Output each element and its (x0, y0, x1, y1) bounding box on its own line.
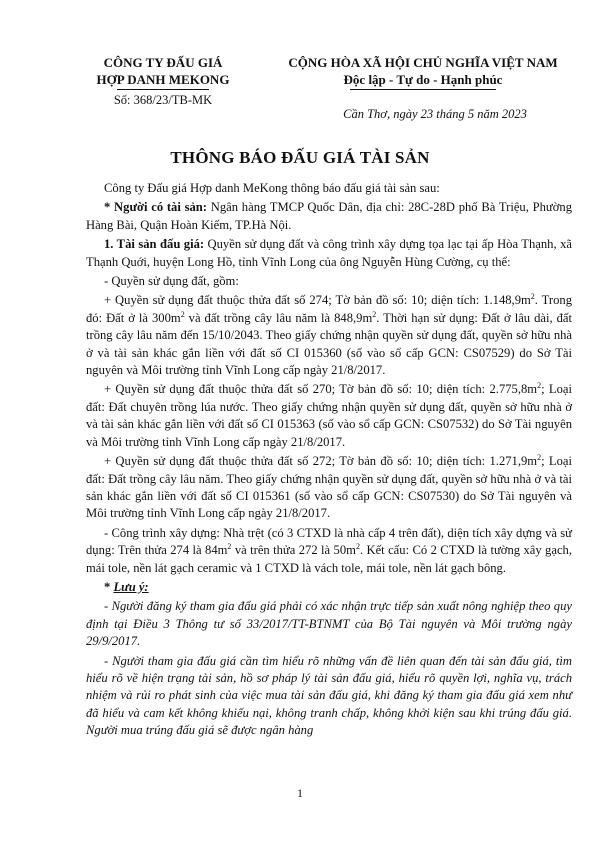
company-underline (117, 89, 209, 90)
parcel-274-text-b: . Trong đó: Đất ở là 300m (86, 293, 573, 325)
company-name-line2: HỢP DANH MEKONG (96, 72, 230, 87)
owner-label: * Người có tài sản: (104, 200, 208, 215)
parcel-272-text-a: + Quyền sử dụng đất thuộc thửa đất số 272; Tờ bản đồ số: 10; diện tích: 1.271,9m (104, 454, 538, 469)
national-heading-block (272, 54, 574, 90)
construction-text-c: . Kết cấu: Có 2 CTXD là tường xây gạch, mái tole, nền lát gạch ceramic và 1 CTXD là vách tole, mái tole, nền lát gạch bông. (86, 543, 572, 575)
owner-paragraph (86, 199, 572, 234)
parcel-274-paragraph (86, 292, 572, 379)
note-heading (86, 579, 572, 596)
intro-paragraph: Công ty Đấu giá Hợp danh MeKong thông báo đấu giá tài sản sau: (104, 181, 440, 195)
issue-date: Cần Thơ, ngày 23 tháng 5 năm 2023 (343, 107, 527, 121)
document-title: THÔNG BÁO ĐẤU GIÁ TÀI SẢN (170, 148, 430, 167)
construction-text-a: - Công trình xây dựng: Nhà trệt (có 3 CTXD là nhà cấp 4 trên đất), diện tích xây dựng và sử dụng: Trên thửa 274 là 84m (86, 525, 572, 558)
note-2-paragraph: - Người tham gia đấu giá cần tìm hiểu rõ những vấn đề liên quan đến tài sản đấu giá, tìm hiểu rõ về hiện trạng tài sản, hồ sơ pháp lý tài sản đấu giá, hiểu rõ quyền lợi, nghĩa vụ, trách nhiệm và rủi ro phát sinh của việc mua tài sản đấu giá, khi đăng ký tham gia đấu giá xem như đã hiểu và cam kết không khiếu nại, không tranh chấp, không khởi kiện sau khi trúng đấu giá. Người mua trúng đấu giá sẽ được ngân hàng (86, 653, 572, 738)
superscript: 2 (227, 541, 232, 551)
asset-text: Quyền sử dụng đất và công trình xây dựng tọa lạc tại ấp Hòa Thạnh, xã Thạnh Quới, huyện Long Hồ, tỉnh Vĩnh Long của ông Nguyễn Hùng Cường, cụ thể: (86, 237, 572, 269)
note-1-paragraph: - Người đăng ký tham gia đấu giá phải có xác nhận trực tiếp sản xuất nông nghiệp theo quy định tại Điều 3 Thông tư số 33/2017/TT-BTNMT của Bộ Tài nguyên và Môi trường ngày 29/9/2017. (86, 599, 572, 649)
document-number: Số: 368/23/TB-MK (113, 93, 213, 107)
land-rights-heading: - Quyền sử dụng đất, gồm: (104, 274, 239, 289)
superscript: 2 (355, 541, 360, 551)
parcel-274-text-a: + Quyền sử dụng đất thuộc thửa đất số 274; Tờ bản đồ số: 10; diện tích: 1.148,9m (104, 293, 531, 308)
asset-paragraph (86, 236, 572, 271)
superscript: 2 (537, 381, 542, 391)
note-star: * (104, 579, 114, 594)
parcel-270-text-b: ; Loại đất: Đất chuyên trồng lúa nước. Theo giấy chứng nhận quyền sử dụng đất, quyền sở hữu nhà ở và tài sản khác gắn liền với đất số CI 015363 (số vào sổ cấp GCN: CS07532) do Sở Tài nguyên và Môi trường tỉnh Vĩnh Long cấp ngày 21/8/2017. (86, 382, 573, 449)
parcel-270-paragraph (86, 381, 572, 451)
parcel-272-text-b: ; Loại đất: Đất trồng cây lâu năm. Theo giấy chứng nhận quyền sử dụng đất, quyền sở hữu nhà ở và tài sản khác gắn liền với đất số CI 015361 (số vào sổ cấp GCN: CS07530) do Sở Tài nguyên và Môi trường tỉnh Vĩnh Long cấp ngày 21/8/2017. (86, 454, 573, 521)
superscript: 2 (180, 309, 185, 319)
parcel-274-text-d: . Thời hạn sử dụng: Đất ở lâu dài, đất trồng cây lâu năm đến 15/10/2043. Theo giấy chứng nhận quyền sử dụng đất, quyền sở hữu nhà ở và tài sản khác gắn liền với đất số CI 015360 (số vào sổ cấp GCN: CS07529) do Sở Tài nguyên và Môi trường tỉnh Vĩnh Long cấp ngày 21/8/2017. (86, 310, 572, 378)
note-label: Lưu ý: (113, 579, 149, 594)
superscript: 2 (537, 452, 542, 462)
parcel-274-text-c: và đất trồng cây lâu năm là 848,9m (184, 310, 373, 325)
parcel-272-paragraph (86, 453, 572, 523)
superscript: 2 (530, 292, 535, 302)
motto-underline (350, 89, 496, 90)
page-number: 1 (297, 786, 303, 800)
company-name-line1: CÔNG TY ĐẤU GIÁ (103, 55, 223, 70)
national-motto: Độc lập - Tự do - Hạnh phúc (343, 72, 503, 87)
issuer-block (96, 54, 230, 109)
owner-text: Ngân hàng TMCP Quốc Dân, địa chỉ: 28C-28D phố Bà Triệu, Phường Hàng Bài, Quận Hoàn Kiếm, TP.Hà Nội. (86, 200, 572, 232)
construction-text-b: và trên thửa 272 là 50m (231, 543, 356, 558)
superscript: 2 (372, 309, 377, 319)
document-body (86, 180, 572, 740)
asset-label: 1. Tài sản đấu giá: (104, 237, 205, 252)
parcel-270-text-a: + Quyền sử dụng đất thuộc thửa đất số 270; Tờ bản đồ số: 10; diện tích: 2.775,8m (104, 382, 538, 397)
construction-paragraph (86, 525, 572, 577)
republic-heading: CỘNG HÒA XÃ HỘI CHỦ NGHĨA VIỆT NAM (288, 55, 558, 70)
